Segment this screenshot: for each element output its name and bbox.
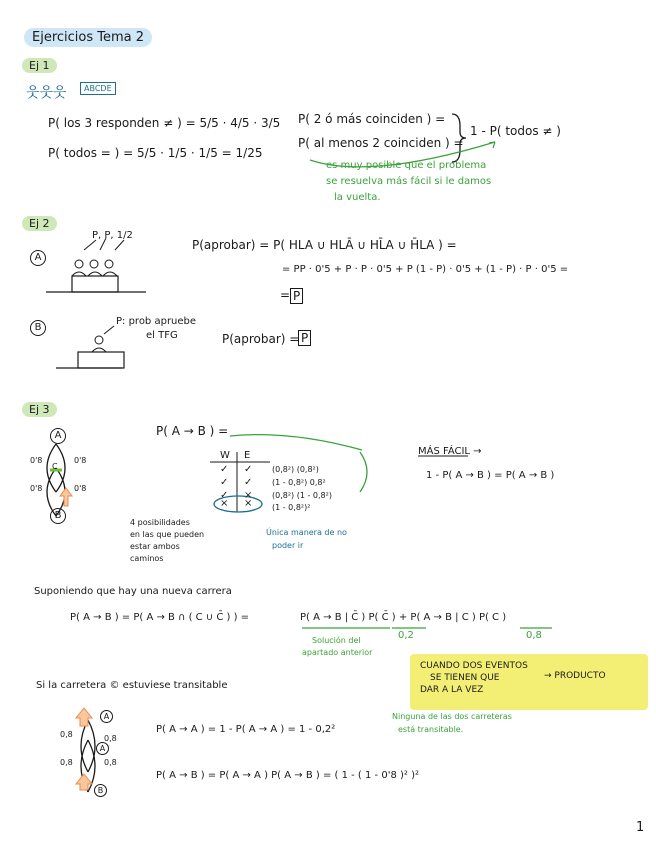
edge-label: 0,8	[104, 758, 117, 767]
section-label-ej2: Ej 2	[22, 216, 57, 231]
table-cell: ✓	[244, 464, 253, 475]
ej2-b-note-1: P: prob apruebe	[116, 316, 197, 327]
table-cell: ×	[244, 490, 253, 501]
people-icon: 웃웃웃	[26, 85, 67, 101]
table-head-e: E	[244, 450, 251, 461]
section-label-ej3: Ej 3	[22, 402, 57, 417]
solucion-note: apartado anterior	[302, 648, 373, 657]
ej1-line2: P( todos = ) = 5/5 · 1/5 · 1/5 = 1/25	[48, 146, 263, 160]
rule-line: DAR A LA VEZ	[420, 685, 484, 695]
page-number: 1	[636, 820, 645, 835]
edge-label: 0'8	[74, 456, 87, 465]
rule-producto: → PRODUCTO	[544, 671, 606, 681]
si-carretera: Si la carretera © estuviese transitable	[36, 680, 228, 691]
table-head-w: W	[220, 450, 230, 461]
node-b: B	[94, 784, 107, 797]
section-label-ej1: Ej 1	[22, 58, 57, 73]
mas-facil: MÁS FÁCIL →	[418, 446, 482, 457]
ej3-eq1a: P( A → B ) = P( A → B ∩ ( C ∪ C̄ ) ) =	[70, 612, 250, 623]
unique-note: Única manera de no	[266, 528, 347, 537]
possibilities-note: en las que pueden	[130, 530, 205, 539]
ej1-note-1: es muy posible que el problema	[326, 160, 487, 171]
ej3-eq1b: P( A → B | C̄ ) P( C̄ ) + P( A → B | C ) P( C )	[300, 612, 507, 623]
ej1-result: 1 - P( todos ≠ )	[470, 124, 561, 138]
edge-label: 0,8	[104, 734, 117, 743]
edge-label: 0,8	[60, 758, 73, 767]
edge-label: 0,8	[60, 730, 73, 739]
possibilities-note: caminos	[130, 554, 164, 563]
table-cell: ✓	[220, 490, 229, 501]
possibilities-note: 4 posibilidades	[130, 518, 190, 527]
ej1-note-3: la vuelta.	[334, 192, 381, 203]
ej2-b-note-2: el TFG	[146, 330, 178, 341]
ej1-line1: P( los 3 responden ≠ ) = 5/5 · 4/5 · 3/5	[48, 116, 281, 130]
ninguna-note: está transitable.	[398, 725, 464, 734]
table-cell: (0,8²) (1 - 0,8²)	[272, 491, 332, 500]
ej2-formula-1: P(aprobar) = P( HLA ∪ HLĀ ∪ HL̄A ∪ H̄LA ) =	[192, 238, 457, 252]
value-02: 0,2	[398, 630, 414, 641]
ej2-result-box: P	[290, 288, 303, 304]
table-cell: ×	[244, 498, 253, 509]
table-cell: ✓	[220, 477, 229, 488]
edge-label: 0'8	[30, 456, 43, 465]
table-cell: ✓	[244, 477, 253, 488]
value-08: 0,8	[526, 630, 542, 641]
node-a: A	[50, 428, 66, 444]
node-c: C	[52, 462, 58, 471]
table-cell: (1 - 0,8²)²	[272, 503, 311, 512]
ej1-line4: P( al menos 2 coinciden ) =	[298, 136, 464, 150]
node-b: B	[50, 508, 66, 524]
table-cell: ×	[220, 498, 229, 509]
ej1-note-2: se resuelva más fácil si le damos	[326, 176, 492, 187]
rule-box	[410, 654, 648, 710]
unique-note: poder ir	[272, 541, 304, 550]
ej2-formula-3-eq: =	[280, 288, 291, 302]
edge-label: 0'8	[30, 484, 43, 493]
mark-a: A	[30, 250, 46, 266]
mas-facil-formula: 1 - P( A → B ) = P( A → B )	[426, 470, 555, 481]
ej2-b-formula: P(aprobar) =	[222, 332, 300, 346]
node-a: A	[96, 742, 109, 755]
ej2-b-box: P	[298, 330, 311, 346]
suponiendo: Suponiendo que hay una nueva carrera	[34, 586, 232, 597]
ninguna-note: Ninguna de las dos carreteras	[392, 712, 512, 721]
letters-box: ABCDE	[80, 82, 116, 95]
node-a: A	[100, 710, 113, 723]
table-cell: (0,8²) (0,8²)	[272, 465, 319, 474]
page-title: Ejercicios Tema 2	[24, 28, 152, 47]
ej3-eq2: P( A → A ) = 1 - P( A → A ) = 1 - 0,2²	[156, 724, 336, 735]
ej1-line3: P( 2 ó más coinciden ) =	[298, 112, 446, 126]
possibilities-note: estar ambos	[130, 542, 180, 551]
table-cell: (1 - 0,8²) 0,8²	[272, 478, 326, 487]
rule-line: SE TIENEN QUE	[430, 673, 500, 683]
rule-line: CUANDO DOS EVENTOS	[420, 661, 528, 671]
edge-label: 0'8	[74, 484, 87, 493]
table-cell: ✓	[220, 464, 229, 475]
ej2-formula-2: = PP · 0'5 + P · P · 0'5 + P (1 - P) · 0'5 + (1 - P) · P · 0'5 =	[282, 264, 569, 275]
solucion-note: Solución del	[312, 636, 361, 645]
ej2-arrow-labels: P, P, 1/2	[92, 230, 133, 241]
ej3-eq3: P( A → B ) = P( A → A ) P( A → B ) = ( 1 - ( 1 - 0'8 )² )²	[156, 770, 419, 781]
ej3-pab: P( A → B ) =	[156, 424, 229, 438]
mark-b: B	[30, 320, 46, 336]
